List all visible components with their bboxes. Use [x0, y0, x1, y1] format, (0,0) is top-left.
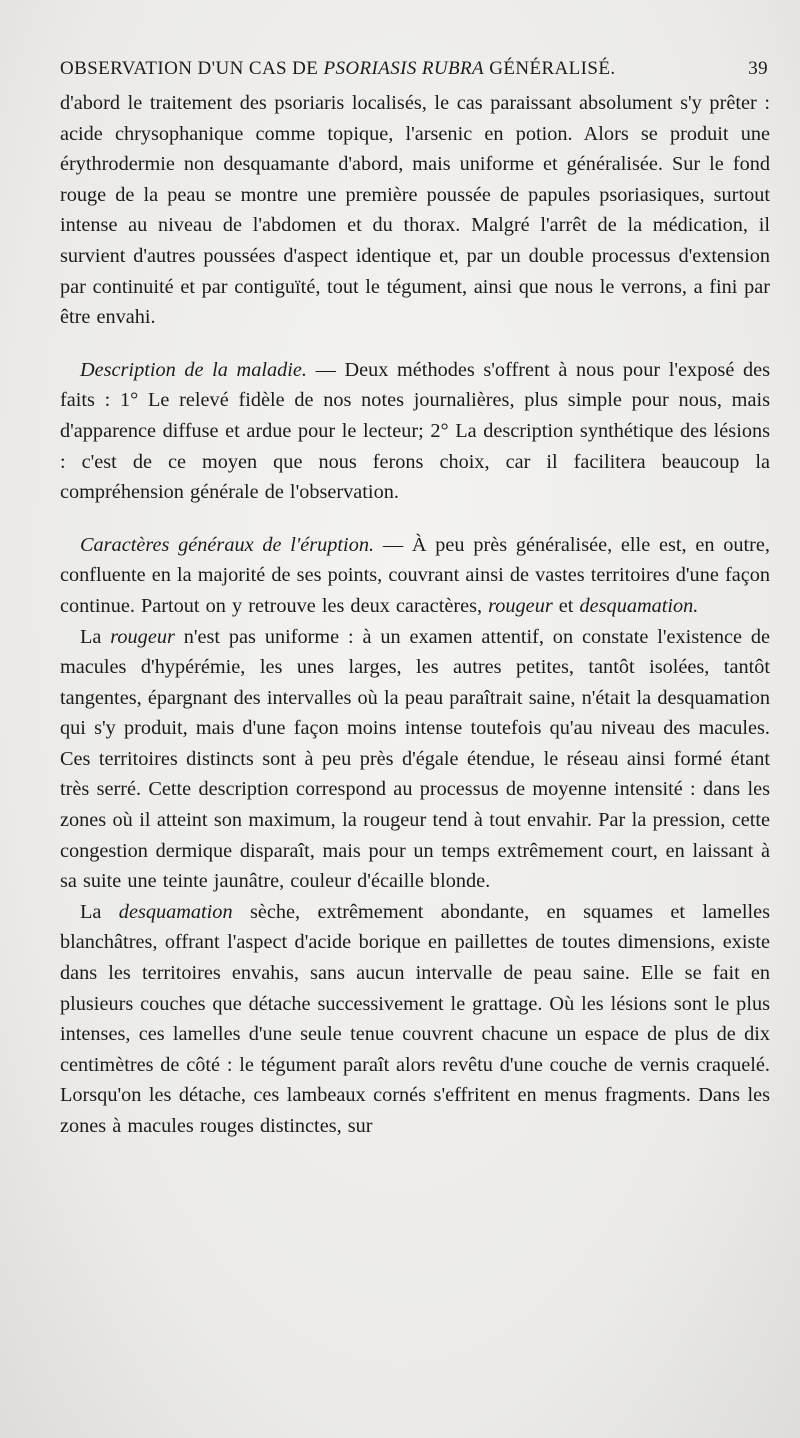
term-desquamation-2: desquamation — [118, 900, 233, 923]
paragraph-rougeur — [60, 622, 770, 897]
body-text — [60, 88, 770, 1142]
running-title-italic: PSORIASIS RUBRA — [323, 58, 485, 79]
term-rougeur: rougeur — [488, 594, 553, 617]
paragraph-desquamation — [60, 897, 770, 1142]
term-rougeur-2: rougeur — [110, 625, 175, 648]
paragraph-desquamation-lead: La — [80, 900, 119, 923]
running-head — [60, 58, 770, 80]
running-title-part1: OBSERVATION D'UN CAS DE — [60, 58, 324, 79]
paragraph-rougeur-text: n'est pas uniforme : à un examen attentif, on constate l'existence de macules d'hypérémie, les unes larges, les autres petites, tantôt isolées, tantôt tangentes, épargnant des intervalles où la peau paraîtrait saine, n'était la desquamation qui s'y produit, mais d'une façon moins intense toutefois qu'au niveau des macules. Ces territoires distincts sont à peu près d'égale étendue, le réseau ainsi formé étant très serré. Cette description correspond au processus de moyenne intensité : dans les zones où il atteint son maximum, la rougeur tend à tout envahir. Par la pression, cette congestion dermique disparaît, mais pour un temps extrêmement court, en laissant à sa suite une teinte jaunâtre, couleur d'écaille blonde. — [60, 625, 770, 893]
paragraph-desquamation-text: sèche, extrêmement abondante, en squames et lamelles blanchâtres, offrant l'aspect d'acide borique en paillettes de toutes dimensions, existe dans les territoires envahis, sans aucun intervalle de peau saine. Elle se fait en plusieurs couches que détache successivement le grattage. Où les lésions sont le plus intenses, ces lamelles d'une seule tenue couvrent chacune un espace de plus de dix centimètres de côté : le tégument paraît alors revêtu d'une couche de vernis craquelé. Lorsqu'on les détache, ces lambeaux cornés s'effritent en menus fragments. Dans les zones à macules rouges distinctes, sur — [60, 900, 770, 1137]
term-desquamation: desquamation. — [579, 594, 699, 617]
paragraph-description-text: — Deux méthodes s'offrent à nous pour l'exposé des faits : 1° Le relevé fidèle de nos notes journalières, plus simple pour nous, mais d'apparence diffuse et ardue pour le lecteur; 2° La description synthétique des lésions : c'est de ce moyen que nous ferons choix, car il facilitera beaucoup la compréhension générale de l'observation. — [60, 358, 770, 504]
paragraph-eruption-text-a: — À peu près généralisée, elle est, en outre, confluente en la majorité de ses points, couvrant ainsi de vastes territoires d'une façon continue. Partout on y retrouve les deux caractères, — [60, 533, 770, 617]
running-title — [60, 58, 616, 80]
paragraph-description — [60, 355, 770, 508]
paragraph-general-characters — [60, 530, 770, 622]
paragraph-eruption-text-b: et — [552, 594, 580, 617]
running-title-part2: GÉNÉRALISÉ. — [484, 58, 616, 79]
paragraph-rougeur-lead: La — [80, 625, 111, 648]
section-heading-eruption: Caractères généraux de l'éruption. — [80, 533, 375, 556]
page-number: 39 — [748, 58, 768, 79]
section-heading-description: Description de la maladie. — [80, 358, 307, 381]
paragraph-continuation: d'abord le traitement des psoriaris localisés, le cas paraissant absolument s'y prêter : acide chrysophanique comme topique, l'arsenic en potion. Alors se produit une érythrodermie non desquamante d'abord, mais uniforme et généralisée. Sur le fond rouge de la peau se montre une première poussée de papules psoriasiques, surtout intense au niveau de l'abdomen et du thorax. Malgré l'arrêt de la médication, il survient d'autres poussées d'aspect identique et, par un double processus d'extension par continuité et par contiguïté, tout le tégument, ainsi que nous le verrons, a fini par être envahi. — [60, 92, 770, 329]
